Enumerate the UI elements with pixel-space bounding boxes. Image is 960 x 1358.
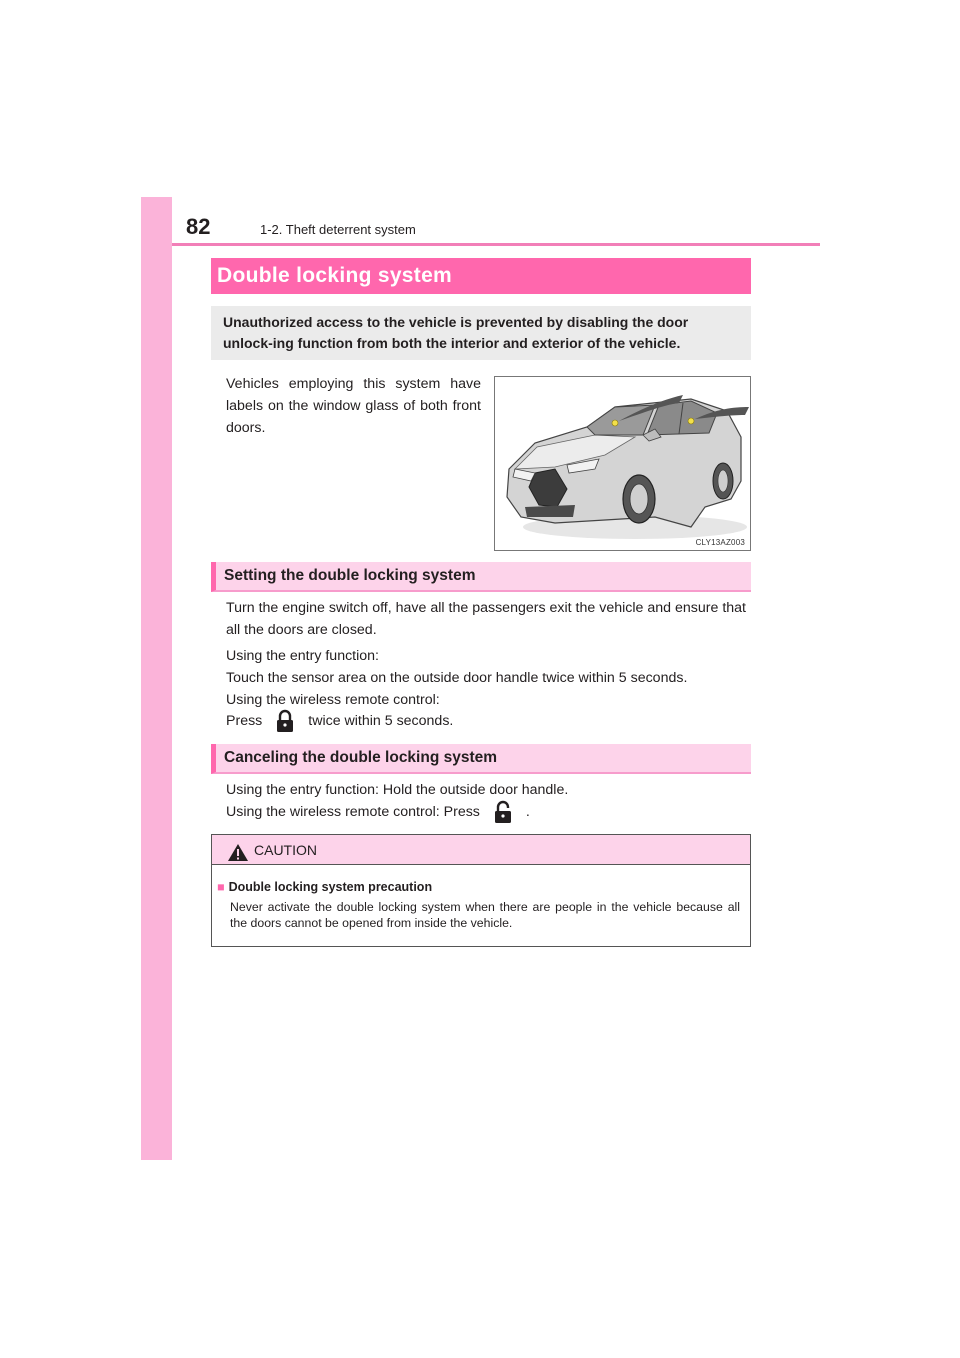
caution-box <box>211 834 751 947</box>
remote-control-step <box>226 709 453 733</box>
caution-header <box>212 835 750 865</box>
setting-heading: Setting the double locking system <box>211 562 751 592</box>
car-drawing <box>495 377 751 551</box>
figure-code: CLY13AZ003 <box>695 538 745 547</box>
intro-box <box>211 306 751 360</box>
entry-function-label: Using the entry function: <box>226 648 379 664</box>
side-tab-strip <box>141 197 172 1160</box>
warning-triangle-icon <box>227 843 249 862</box>
page-title: Double locking system <box>211 258 751 294</box>
header-rule <box>172 243 820 246</box>
section-reference: 1-2. Theft deterrent system <box>260 222 416 237</box>
caution-label: CAUTION <box>254 842 317 858</box>
setting-paragraph: Turn the engine switch off, have all the passengers exit the vehicle and ensure that all the doors are closed. <box>226 600 746 638</box>
cancel-remote-line <box>226 800 530 824</box>
caution-title <box>217 880 432 894</box>
canceling-heading: Canceling the double locking system <box>211 744 751 774</box>
page-number: 82 <box>186 214 211 239</box>
unlock-icon <box>492 800 514 824</box>
intro-text: Unauthorized access to the vehicle is prevented by disabling the door unlock-ing function from both the interior and exterior of the vehicle. <box>223 314 689 351</box>
caution-title-text: Double locking system precaution <box>228 880 433 894</box>
lock-icon <box>274 709 296 733</box>
entry-function-step: Touch the sensor area on the outside door handle twice within 5 seconds. <box>226 670 688 686</box>
press-prefix: Press <box>226 712 263 729</box>
remote-control-label: Using the wireless remote control: <box>226 692 440 708</box>
cancel-remote-suffix: . <box>525 803 530 820</box>
label-note: Vehicles employing this system have labels on the window glass of both front doors. <box>226 376 481 436</box>
bullet-square: ■ <box>217 880 225 894</box>
cancel-remote-prefix: Using the wireless remote control: Press <box>226 803 480 820</box>
car-illustration <box>494 376 751 551</box>
cancel-entry-line: Using the entry function: Hold the outside door handle. <box>226 782 569 798</box>
caution-text: Never activate the double locking system when there are people in the vehicle because all the doors cannot be opened from inside the vehicle. <box>230 900 740 930</box>
press-suffix: twice within 5 seconds. <box>308 712 454 729</box>
